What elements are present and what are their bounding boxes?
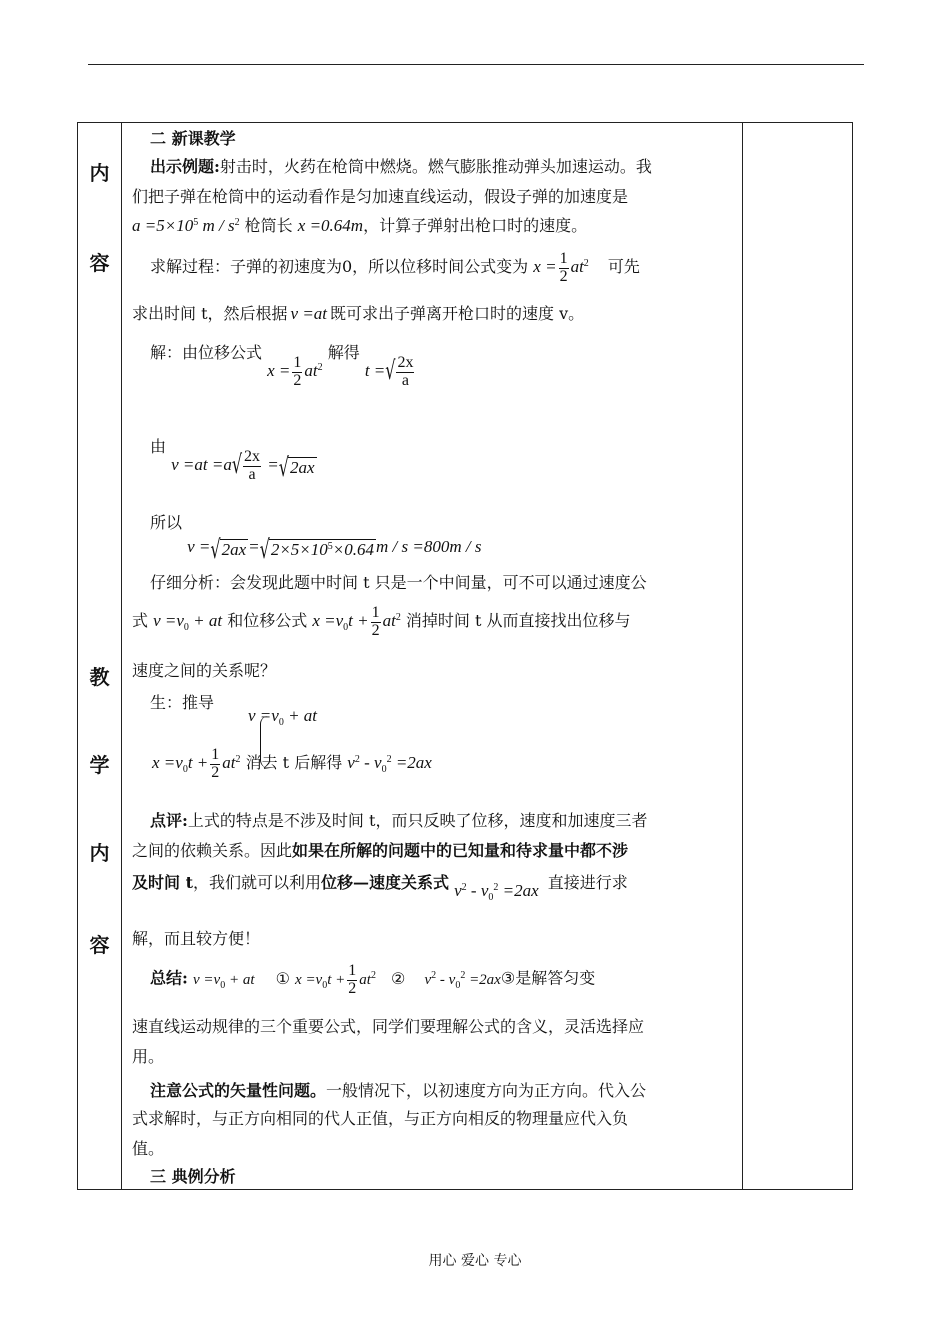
acceleration-formula: $a =5\times 10^5$ m / $s^2$	[132, 216, 240, 235]
velocity-derivation-line: 由 v =at =a√ $\frac{2x}{a}$ =√2ax	[150, 437, 315, 483]
summary-formula-1: $v =v_0$ + at	[193, 971, 255, 991]
side-label-char: 学	[89, 753, 110, 777]
summary-line-1: 总结: $v =v_0$ + at ① $x =v_0t$ + $\frac{1}{2}$ $at^2$ ② $v^2 - v_0^2$ =2ax③是解答匀变	[150, 962, 596, 997]
example-text: 枪筒长	[244, 216, 293, 235]
solution-line: 解：由位移公式 x = $\frac{1}{2}$ $at^2$ 解得 t =√ $\frac{2x}{a}$	[150, 345, 416, 389]
velocity-displacement-formula: $v^2 - v_0^2 =2ax$	[347, 753, 432, 776]
example-label: 出示例题:	[150, 157, 220, 176]
summary-formula-2: $x =v_0t$ + $\frac{1}{2}$ $at^2$	[295, 962, 376, 997]
column-divider-left	[121, 123, 122, 1189]
derive-line-2: $x =v_0t$ + $\frac{1}{2}$ $at^2$ 消去 t 后解得 $v^2 - v_0^2 =2ax$	[152, 746, 432, 781]
displacement-time-formula: $x =v_0t$ + $\frac{1}{2}$ $at^2$	[312, 604, 401, 639]
process-line-2: 求出时间 t，然后根据 v =at 既可求出子弹离开枪口时的速度 v。	[132, 304, 585, 323]
side-label-char: 内	[89, 161, 110, 185]
side-label-char: 教	[89, 665, 110, 689]
side-label-char: 容	[89, 251, 110, 275]
lesson-table	[77, 122, 853, 1190]
summary-line-3: 用。	[132, 1047, 165, 1066]
analysis-line-3: 速度之间的关系呢？	[132, 661, 277, 680]
page-footer: 用心 爱心 专心	[428, 1253, 522, 1269]
example-text: 射击时，火药在枪筒中燃烧。燃气膨胀推动弹头加速运动。我	[219, 157, 652, 176]
lesson-content	[132, 123, 738, 1191]
side-label-char: 内	[89, 841, 110, 865]
side-label-char: 容	[89, 933, 110, 957]
comment-line-4: 解，而且较方便！	[132, 929, 261, 948]
note-line-1: 注意公式的矢量性问题。一般情况下，以初速度方向为正方向。代入公	[150, 1081, 647, 1100]
example-line-2: 们把子弹在枪筒中的运动看作是匀加速直线运动，假设子弹的加速度是	[132, 187, 629, 206]
result-line: 所以 $v =√2ax =√2\times 5\times 10^5\times 0.64$ m / s =800m / s	[150, 513, 482, 564]
summary-formula-3: $v^2 - v_0^2 =2ax$	[424, 969, 501, 991]
comment-line-3: 及时间 t，我们就可以利用位移—速度关系式 $v^2 - v_0^2 =2ax$ 直接进行求	[132, 873, 628, 903]
section-title: 三 典例分析	[150, 1167, 236, 1186]
velocity-displacement-formula: $v^2 - v_0^2 =2ax$	[454, 881, 539, 903]
derive-equation-2: $x =v_0t$ + $\frac{1}{2}$ $at^2$	[152, 746, 241, 781]
comment-line-1: 点评:上式的特点是不涉及时间 t，而只反映了位移，速度和加速度三者	[150, 811, 648, 830]
result-formula: $v =√2ax =√2\times 5\times 10^5\times 0.64$ m / s =800m / s	[187, 533, 482, 564]
analysis-line-2: 式 $v =v_0$ + at 和位移公式 $x =v_0t$ + $\frac{1}{2}$ $at^2$ 消掉时间 t 从而直接找出位移与	[132, 604, 631, 639]
column-divider-right	[742, 123, 743, 1189]
displacement-formula: x = $\frac{1}{2}$ $at^2$	[267, 353, 323, 389]
derive-equation-1: $v =v_0$ + at	[248, 706, 318, 728]
note-line-3: 值。	[132, 1139, 165, 1158]
analysis-line-1: 仔细分析：会发现此题中时间 t 只是一个中间量，可不可以通过速度公	[150, 573, 647, 592]
header-rule	[88, 64, 864, 65]
example-text: ，计算子弹射出枪口时的速度。	[363, 216, 588, 235]
process-line-1: 求解过程：子弹的初速度为0，所以位移时间公式变为 x = $\frac{1}{2}$ $at^2$ 可先	[150, 250, 640, 285]
example-line-3	[132, 217, 587, 234]
velocity-time-formula: $v =v_0$ + at	[153, 611, 223, 634]
comment-line-2: 之间的依赖关系。因此如果在所解的问题中的已知量和待求量中都不涉	[132, 841, 629, 860]
section-title: 二 新课教学	[150, 129, 236, 148]
summary-line-2: 速直线运动规律的三个重要公式，同学们要理解公式的含义，灵活选择应	[132, 1017, 645, 1036]
displacement-formula: x = $\frac{1}{2}$ $at^2$	[533, 250, 589, 285]
velocity-formula: v =at	[290, 304, 328, 323]
length-formula: x =0.64m	[297, 216, 364, 235]
velocity-derivation-formula: v =at =a√ $\frac{2x}{a}$ =√2ax	[171, 447, 315, 483]
example-line-1	[150, 159, 652, 175]
time-formula: t =√ $\frac{2x}{a}$	[364, 353, 414, 389]
derive-label: 生：推导	[150, 693, 215, 712]
note-line-2: 式求解时，与正方向相同的代人正值，与正方向相反的物理量应代入负	[132, 1109, 629, 1128]
